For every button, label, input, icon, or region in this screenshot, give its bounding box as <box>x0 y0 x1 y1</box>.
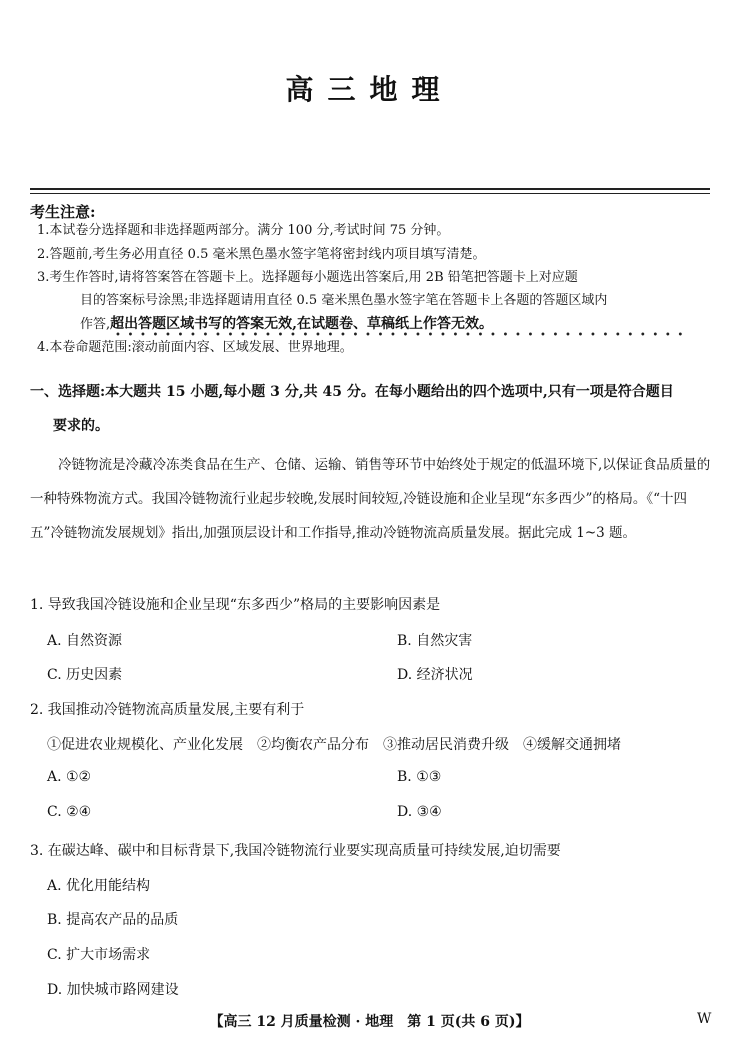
notice-item-4: 4.本卷命题范围:滚动前面内容、区域发展、世界地理。 <box>37 340 353 355</box>
section-heading-cont: 要求的。 <box>53 418 109 434</box>
question-2-option-a: A. ①② <box>47 769 92 785</box>
page-title: 高三地理 <box>285 73 454 106</box>
header-rule-thick <box>30 188 710 190</box>
header-rule-thin <box>30 193 710 194</box>
question-2-stem: 2. 我国推动冷链物流高质量发展,主要有利于 <box>30 702 305 718</box>
question-1-option-d: D. 经济状况 <box>397 667 473 683</box>
notice-item-3-cont: 目的答案标号涂黑;非选择题请用直径 0.5 毫米黑色墨水签字笔在答题卡上各题的答题区域内 <box>80 293 608 308</box>
footer-mark: W <box>697 1011 712 1027</box>
question-1-option-a: A. 自然资源 <box>47 633 123 649</box>
notice-item-2: 2.答题前,考生务必用直径 0.5 毫米黑色墨水签字笔将密封线内项目填写清楚。 <box>37 247 486 262</box>
question-1-stem: 1. 导致我国冷链设施和企业呈现“东多西少”格局的主要影响因素是 <box>30 597 441 613</box>
question-2-option-c: C. ②④ <box>47 804 92 820</box>
question-3-stem: 3. 在碳达峰、碳中和目标背景下,我国冷链物流行业要实现高质量可持续发展,迫切需要 <box>30 843 561 859</box>
page-footer: 【高三 12 月质量检测 · 地理 第 1 页(共 6 页)】 <box>209 1014 530 1030</box>
question-2-option-d: D. ③④ <box>397 804 442 820</box>
question-3-option-d: D. 加快城市路网建设 <box>47 982 179 998</box>
notice-item-3: 3.考生作答时,请将答案答在答题卡上。选择题每小题选出答案后,用 2B 铅笔把答题卡上对应题 <box>37 270 578 285</box>
notice-heading: 考生注意: <box>30 203 96 221</box>
question-1-option-c: C. 历史因素 <box>47 667 123 683</box>
emphasis-dots: •••••••••••••••••••••••••••••••••••••••••••••• <box>115 330 690 341</box>
section-heading: 一、选择题:本大题共 15 小题,每小题 3 分,共 45 分。在每小题给出的四个选项中,只有一项是符合题目 <box>30 384 674 400</box>
question-3-option-c: C. 扩大市场需求 <box>47 947 151 963</box>
question-3-option-b: B. 提高农产品的品质 <box>47 912 179 928</box>
question-2-option-b: B. ①③ <box>397 769 442 785</box>
question-1-option-b: B. 自然灾害 <box>397 633 473 649</box>
notice-item-3-tail: 作答, <box>80 317 111 332</box>
notice-item-1: 1.本试卷分选择题和非选择题两部分。满分 100 分,考试时间 75 分钟。 <box>37 223 450 238</box>
question-2-statements: ①促进农业规模化、产业化发展 ②均衡农产品分布 ③推动居民消费升级 ④缓解交通拥堵 <box>47 737 621 753</box>
notice-emphasis: 超出答题区域书写的答案无效,在试题卷、草稿纸上作答无效。 <box>110 316 494 332</box>
question-3-option-a: A. 优化用能结构 <box>47 878 151 894</box>
reading-passage: 冷链物流是冷藏冷冻类食品在生产、仓储、运输、销售等环节中始终处于规定的低温环境下,以保证食品质量的一种特殊物流方式。我国冷链物流行业起步较晚,发展时间较短,冷链设施和企业呈现“东多西少”的格局。《“十四五”冷链物流发展规划》指出,加强顶层设计和工作指导,推动冷链物流高质量发展。据此完成 1~3 题。 <box>30 457 711 541</box>
